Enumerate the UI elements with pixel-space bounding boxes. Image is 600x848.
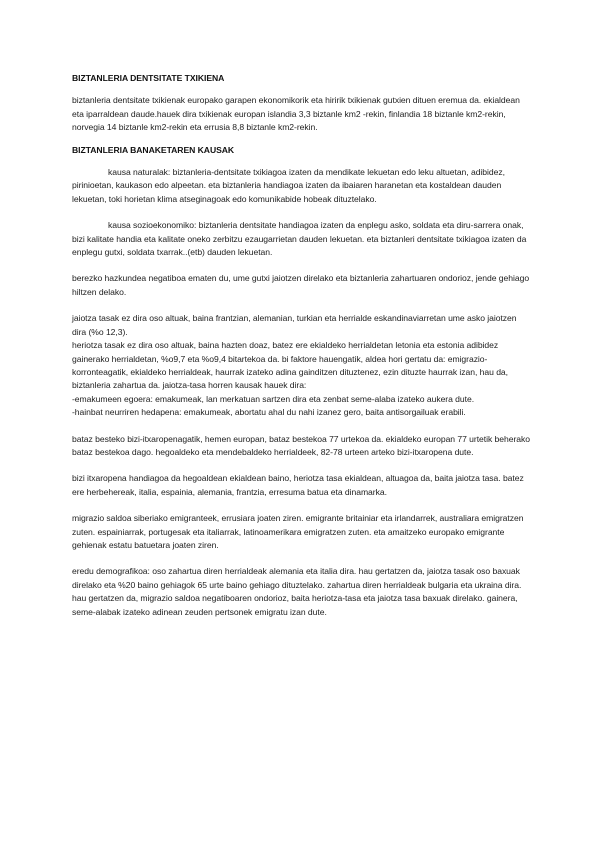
paragraph-migration: migrazio saldoa siberiako emigranteek, errusiara joaten ziren. emigrante britainiar eta irlandarrek, australiara emigratzen zuten. espainiarrak, portugesak eta italiarrak, latinoamerikara emigratzen zuten. eta amaitzeko europako emigrante gehienak estatu batuetara joaten ziren. [72,513,524,550]
paragraph-natural-growth: berezko hazkundea negatiboa ematen du, ume gutxi jaiotzen direlako eta biztanleria zahartuaren ondorioz, jende gehiago hiltzen delako. [72,273,530,297]
paragraph-death-rates: heriotza tasak ez dira oso altuak, baina hazten doaz, batez ere ekialdeko herrialdetan letonia eta estonia adibidez gainerako herrialdetan, %o9,7 eta %o9,4 bitartekoa da. bi faktore hauengatik, aldea hori gertatu da: emigrazio-korronteagatik, ekialdeko herrialdeak, haurrak izateko adina gainditzen dituztenez, ezin dituzte haurrak izan, hau da, biztanleria zahartua da. jaiotza-tasa horren kausak hauek dira: [72,340,508,391]
paragraph-natural-causes: kausa naturalak: biztanleria-dentsitate txikiagoa izaten da mendikate lekuetan edo leku altuetan, adibidez, pirinioetan, kaukason edo alpeetan. eta biztanleria handiagoa izaten da ibaiaren haranetan eta kostaldean dauden lekuetan, toki horietan klima atseginagoak edo komunikabide hobeak dituztelako. [72,167,505,204]
paragraph-low-density: biztanleria dentsitate txikienak europako garapen ekonomikorik eta hiririk txikienak gutxien dituen eremua da. ekialdean eta iparraldean daude.hauek dira txikienak europan islandia 3,3 biztanle km2 -rekin, finlandia 18 biztanle km2-rekin, norvegia 14 biztanle km2-rekin eta errusia 8,8 biztanle km2-rekin. [72,95,520,133]
paragraph-socioeconomic-causes: kausa sozioekonomiko: biztanleria dentsitate handiagoa izaten da enplegu asko, soldata eta diru-sarrera onak, bizi kalitate handia eta kalitate oneko zerbitzu ezaugarrietan dauden lekuetan. eta biztanleri dentsitate txikiagoa izaten da enplegu gutxi, soldata txarrak..(etb) dauden lekuetan. [72,220,527,258]
paragraph-life-expectancy-south: bizi itxaropena handiagoa da hegoaldean ekialdean baino, heriotza tasa ekialdean, altuagoa da, baita jaiotza tasa. batez ere herbehereak, italia, espainia, alemania, frantzia, erresuma batua eta dinamarka. [72,473,524,497]
list-item-women-situation: -emakumeen egoera: emakumeak, lan merkatuan sartzen dira eta zenbat seme-alaba izateko aukera dute. [72,393,475,404]
paragraph-life-expectancy: bataz besteko bizi-itxaropenagatik, hemen europan, bataz bestekoa 77 urtekoa da. ekialdeko europan 77 urtetik beherako bataz bestekoa dago. hegoaldeko eta mendebaldeko herrialdeek, 82-78 urteen arteko bizi-itxaropena dute. [72,433,530,457]
paragraph-demographic-model: eredu demografikoa: oso zahartua diren herrialdeak alemania eta italia dira. hau gertatzen da, jaiotza tasak oso baxuak direlako eta %20 baino gehiagok 65 urte baino gehiago dituztelako. zahartua diren herrialdeak bulgaria eta ukraina dira. hau gertatzen da, migrazio saldoa negatiboaren ondorioz, baita heriotza-tasa eta jaiotza tasa baxuak direlako. gainera, seme-alabak izateko adinean zeuden pertsonek emigratu izan dute. [72,566,522,617]
list-item-measures: -hainbat neurriren hedapena: emakumeak, abortatu ahal du nahi izanez gero, baita antisorgailuak erabili. [72,407,466,418]
document-page [72,72,532,619]
paragraph-birth-rates: jaiotza tasak ez dira oso altuak, baina frantzian, alemanian, turkian eta herrialde eskandinaviarretan ume asko jaiotzen dira (%o 12,3). [72,313,517,337]
heading-distribution-causes: BIZTANLERIA BANAKETAREN KAUSAK [72,144,235,155]
heading-low-density: BIZTANLERIA DENTSITATE TXIKIENA [72,73,225,83]
